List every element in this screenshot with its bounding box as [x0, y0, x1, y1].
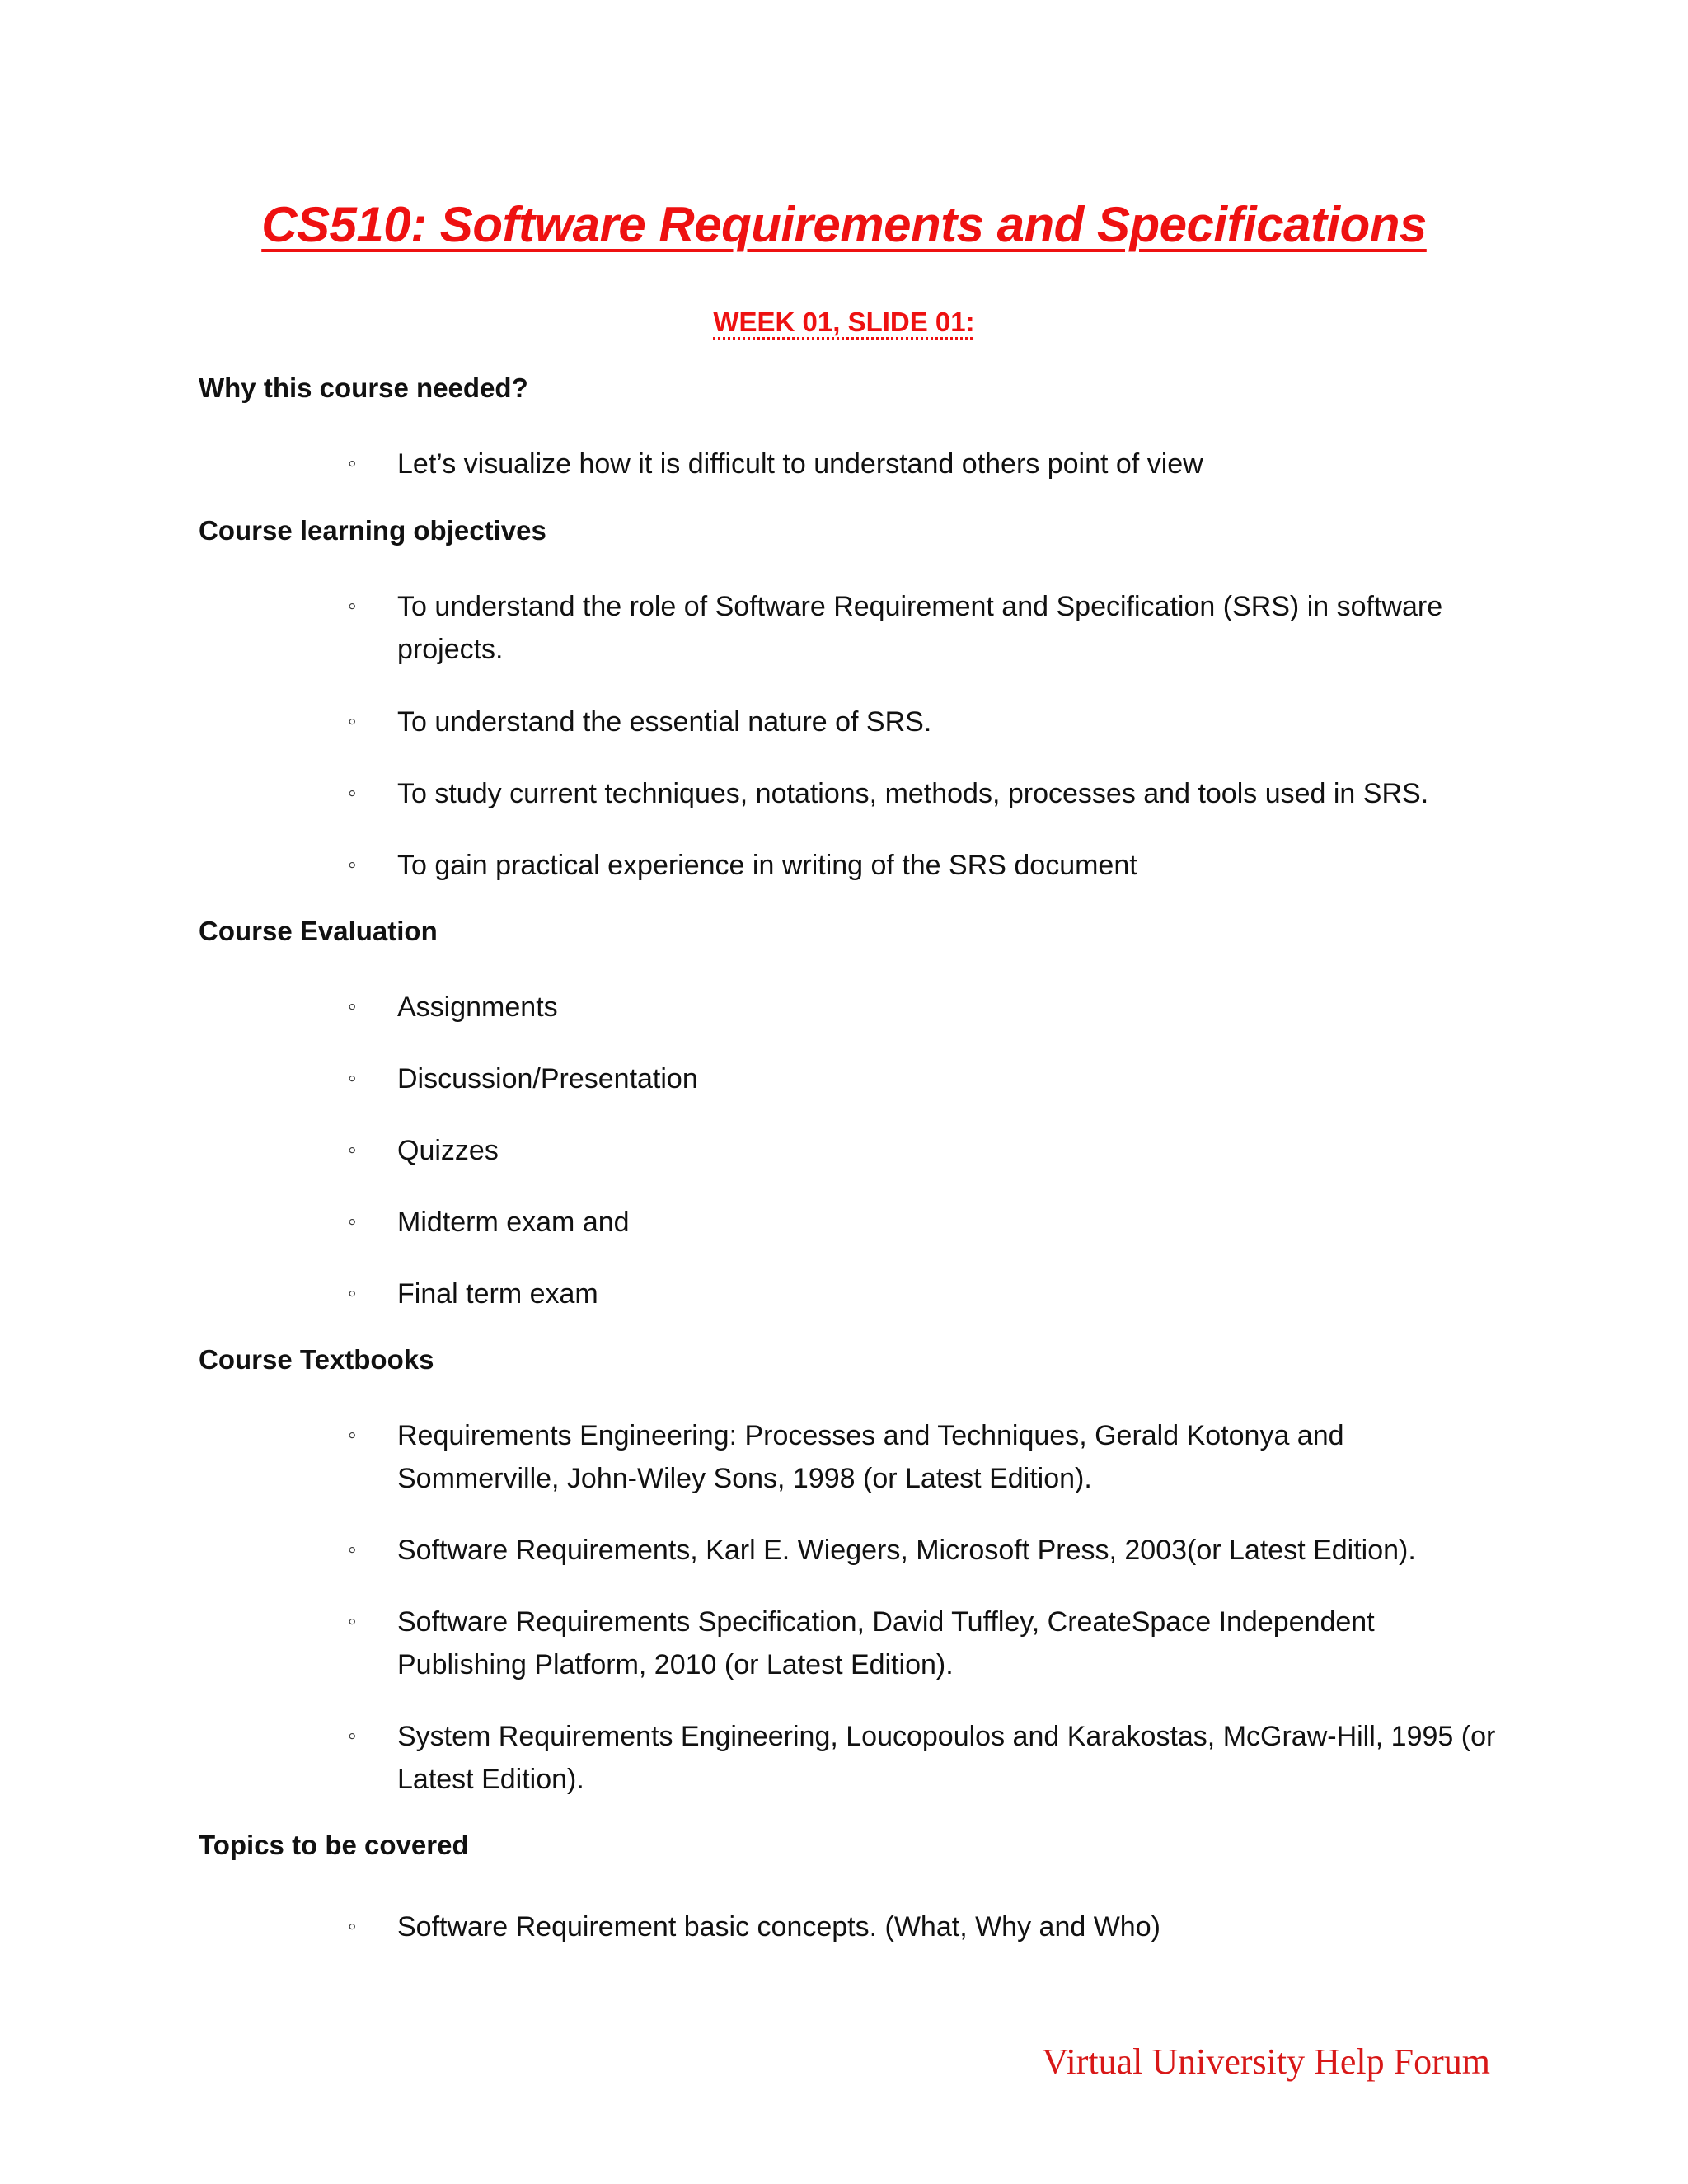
bullet-icon: ◦ — [348, 1536, 357, 1563]
section-heading-why: Why this course needed? — [199, 373, 528, 403]
list-item: Discussion/Presentation — [397, 1063, 698, 1094]
list-item: Requirements Engineering: Processes and Techniques, Gerald Kotonya and Sommerville, John-Wiley Sons, 1998 (or Latest Edition). — [397, 1420, 1344, 1494]
bullet-icon: ◦ — [348, 1913, 357, 1940]
bullet-icon: ◦ — [348, 1722, 357, 1750]
list-item: Software Requirements Specification, David Tuffley, CreateSpace Independent Publishing Platform, 2010 (or Latest Edition). — [397, 1606, 1375, 1680]
bullet-icon: ◦ — [348, 1422, 357, 1449]
bullet-icon: ◦ — [348, 1137, 357, 1164]
bullet-icon: ◦ — [348, 708, 357, 735]
section-heading-textbooks: Course Textbooks — [199, 1344, 434, 1375]
document-title-text: CS510: Software Requirements and Specifications — [261, 197, 1427, 252]
bullet-icon: ◦ — [348, 1280, 357, 1307]
bullet-icon: ◦ — [348, 1208, 357, 1235]
list-item: Software Requirement basic concepts. (What, Why and Who) — [397, 1911, 1160, 1943]
list-item: To understand the essential nature of SRS. — [397, 706, 932, 738]
list-item: To study current techniques, notations, methods, processes and tools used in SRS. — [397, 778, 1429, 809]
bullet-icon: ◦ — [348, 1065, 357, 1092]
section-heading-topics: Topics to be covered — [199, 1830, 469, 1860]
list-item: To understand the role of Software Requirement and Specification (SRS) in software projects. — [397, 591, 1443, 665]
bullet-icon: ◦ — [348, 851, 357, 879]
list-item: To gain practical experience in writing of the SRS document — [397, 850, 1137, 881]
bullet-icon: ◦ — [348, 780, 357, 807]
bullet-icon: ◦ — [348, 593, 357, 620]
list-item: Software Requirements, Karl E. Wiegers, Microsoft Press, 2003(or Latest Edition). — [397, 1535, 1416, 1566]
footer-watermark: Virtual University Help Forum — [1042, 2041, 1490, 2082]
list-item: System Requirements Engineering, Loucopoulos and Karakostas, McGraw-Hill, 1995 (or Latest Edition). — [397, 1721, 1496, 1795]
section-heading-evaluation: Course Evaluation — [199, 916, 438, 946]
bullet-icon: ◦ — [348, 450, 357, 477]
list-item: Quizzes — [397, 1135, 499, 1166]
bullet-icon: ◦ — [348, 1608, 357, 1635]
document-subtitle — [0, 307, 1688, 338]
list-item: Final term exam — [397, 1278, 598, 1310]
list-item: Let’s visualize how it is difficult to understand others point of view — [397, 448, 1203, 480]
list-item: Assignments — [397, 991, 558, 1023]
list-item: Midterm exam and — [397, 1207, 630, 1238]
document-subtitle-text: WEEK 01, SLIDE 01: — [713, 307, 975, 337]
document-title — [0, 196, 1688, 253]
bullet-icon: ◦ — [348, 993, 357, 1020]
section-heading-objectives: Course learning objectives — [199, 515, 546, 546]
